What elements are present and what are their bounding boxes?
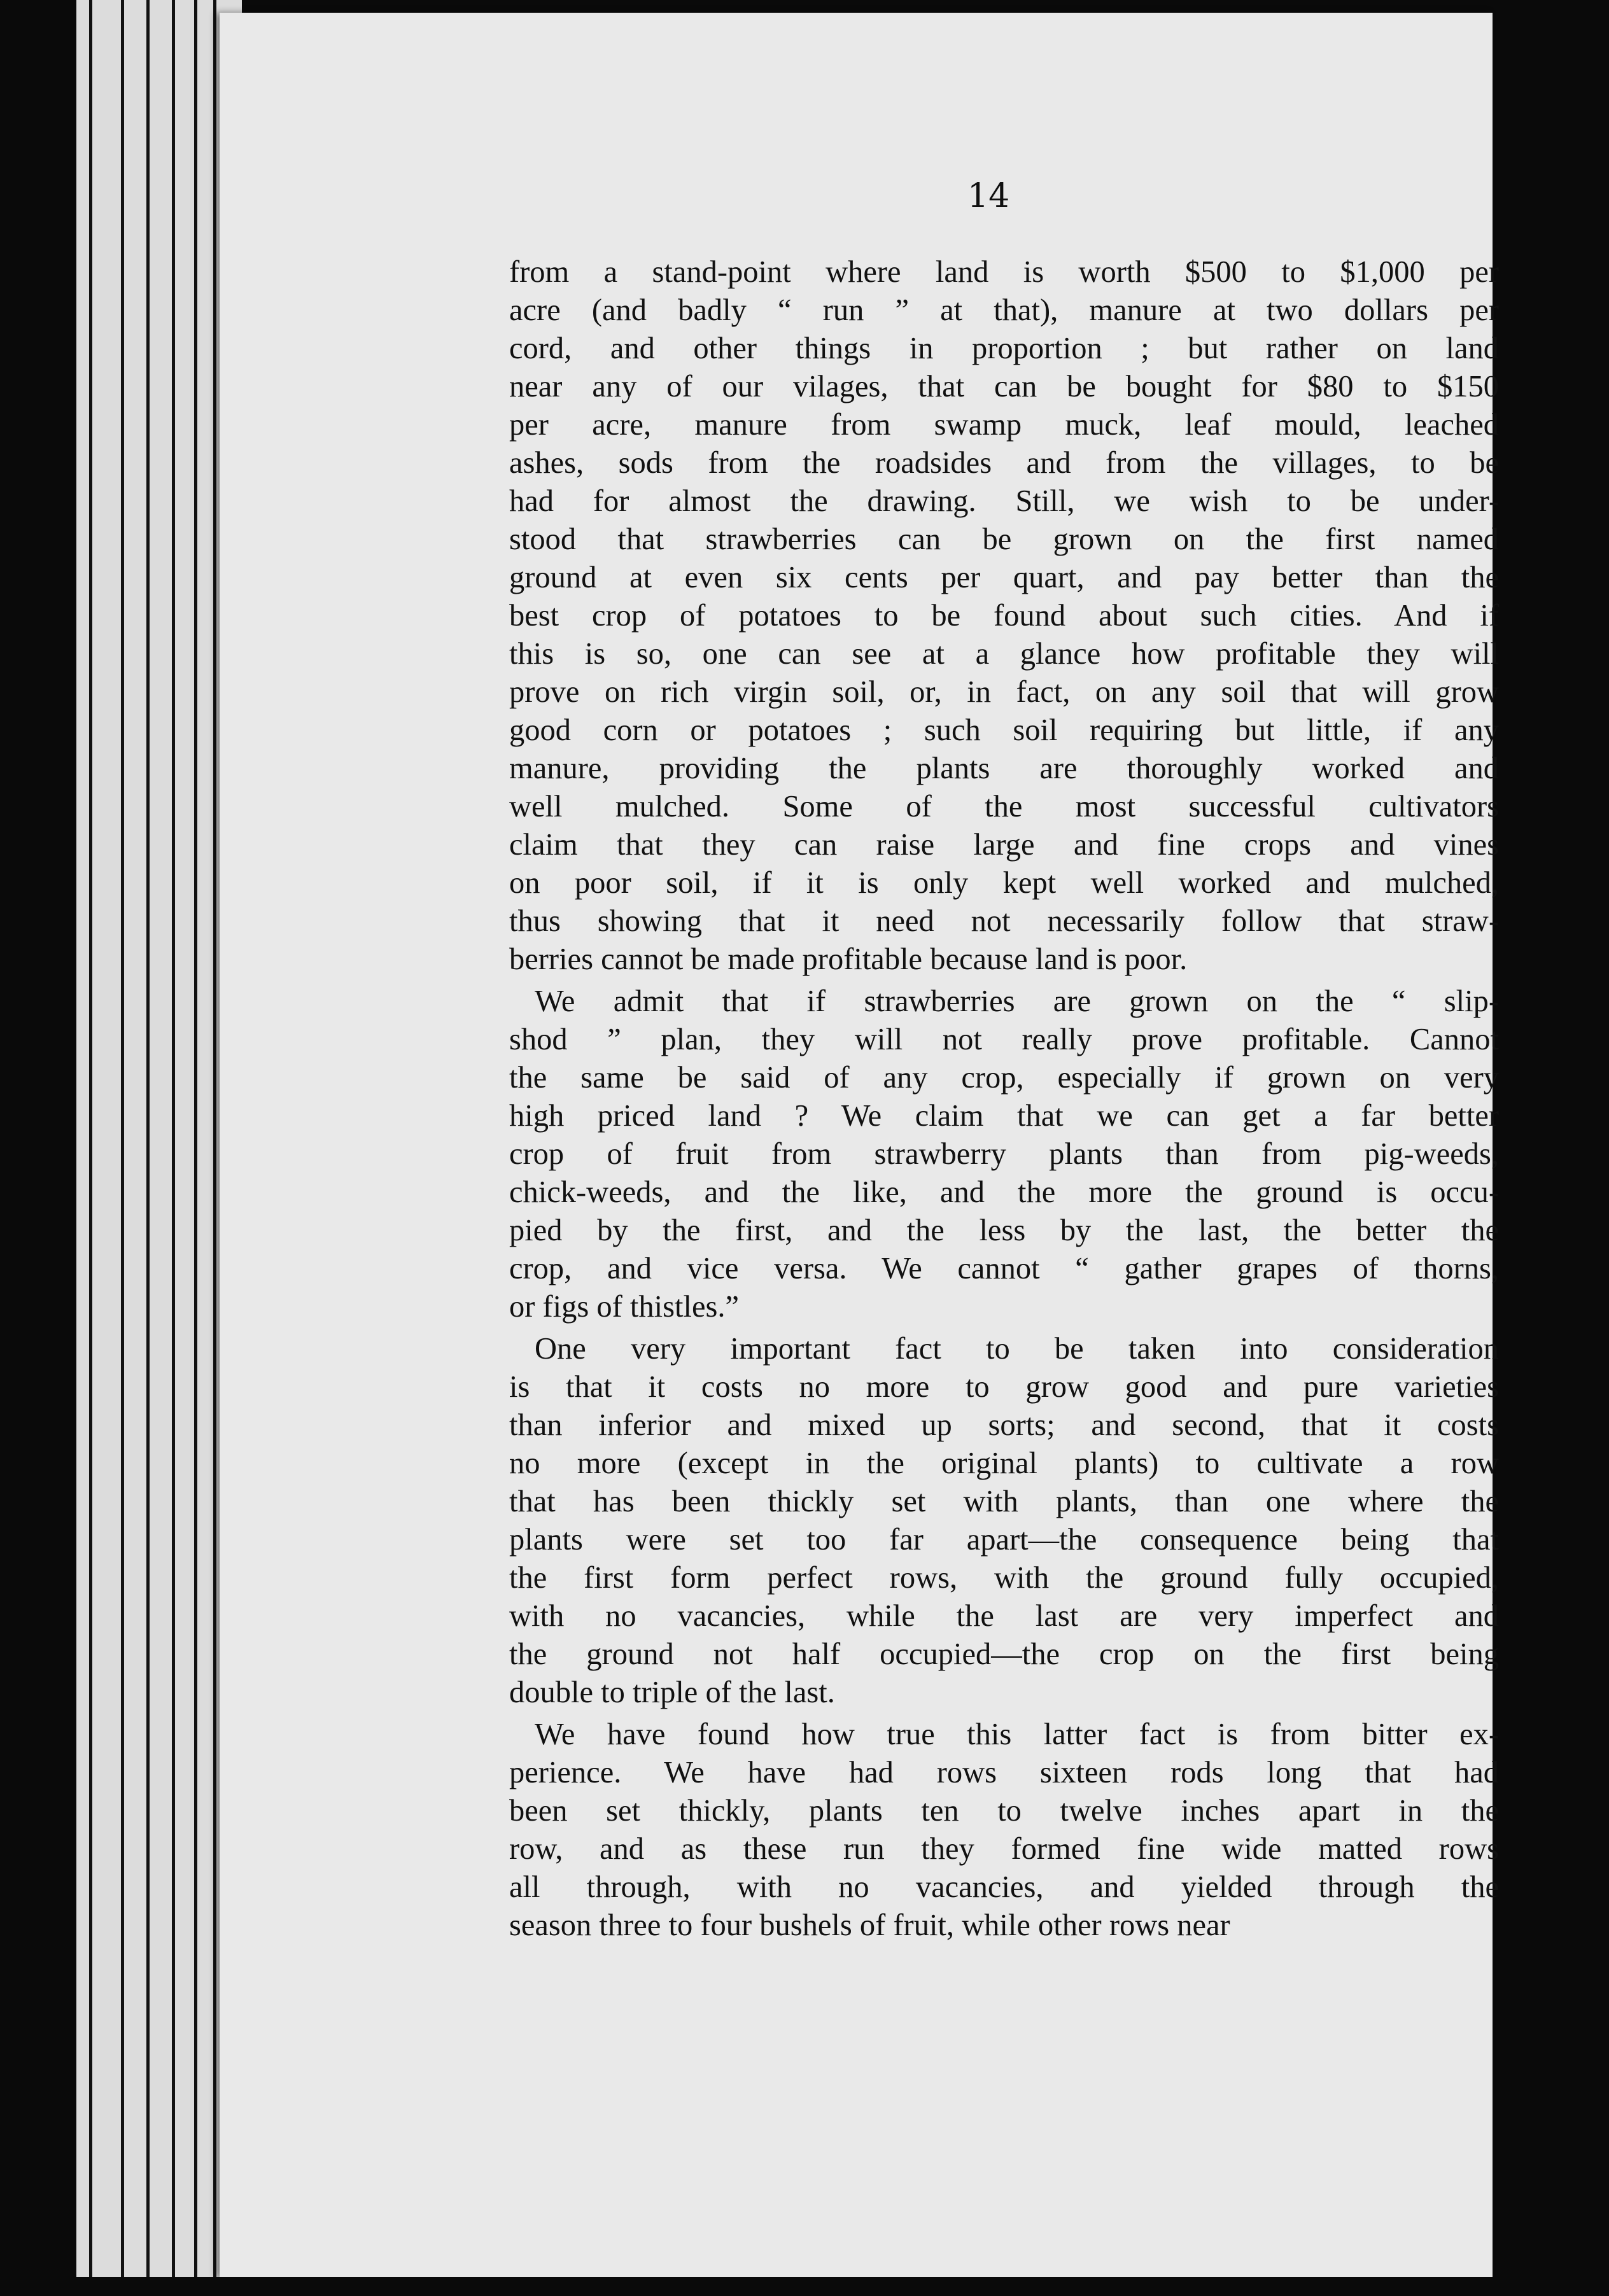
text-line: We have found how true this latter fact is from bitter ex- [535,1718,1499,1751]
text-line: acre (and badly “ run ” at that), manure at two dollars per [509,293,1499,327]
text-line: been set thickly, plants ten to twelve inches apart in the [509,1794,1499,1828]
text-line: good corn or potatoes ; such soil requiring but little, if any [509,713,1499,747]
text-line: chick-weeds, and the like, and the more the ground is occu- [509,1175,1499,1209]
text-line: the first form perfect rows, with the ground fully occupied, [509,1561,1499,1595]
text-line: shod ” plan, they will not really prove profitable. Cannot [509,1023,1499,1056]
text-line: well mulched. Some of the most successful cultivators [509,790,1499,823]
paragraph [509,253,1499,979]
text-line: row, and as these run they formed fine wide matted rows [509,1832,1499,1866]
text-line: ground at even six cents per quart, and pay better than the [509,561,1499,594]
text-line: this is so, one can see at a glance how profitable they will [509,637,1499,671]
text-line: plants were set too far apart—the consequence being that [509,1523,1499,1557]
text-line: on poor soil, if it is only kept well worked and mulched, [509,866,1499,900]
text-line: berries cannot be made profitable because land is poor. [509,942,1188,976]
text-line: crop, and vice versa. We cannot “ gather grapes of thorns, [509,1252,1499,1285]
text-line: prove on rich virgin soil, or, in fact, on any soil that will grow [509,675,1499,709]
page-edge-line [194,0,197,2296]
page-edge-line [213,0,216,2296]
text-line: per acre, manure from swamp muck, leaf mould, leached [509,408,1499,442]
text-line: had for almost the drawing. Still, we wish to be under- [509,484,1499,518]
text-line: season three to four bushels of fruit, while other rows near [509,1908,1230,1942]
text-line: no more (except in the original plants) to cultivate a row [509,1446,1499,1480]
text-line: stood that strawberries can be grown on the first named [509,522,1499,556]
text-line: double to triple of the last. [509,1676,835,1709]
text-line: all through, with no vacancies, and yielded through the [509,1870,1499,1904]
text-line: high priced land ? We claim that we can get a far better [509,1099,1499,1133]
stacked-page-edges [76,0,242,2296]
text-line: with no vacancies, while the last are very imperfect and [509,1599,1499,1633]
text-line: the same be said of any crop, especially if grown on very [509,1061,1499,1095]
scan-bottom-border [0,2277,1609,2296]
text-line: that has been thickly set with plants, than one where the [509,1485,1499,1518]
text-line: than inferior and mixed up sorts; and second, that it costs [509,1408,1499,1442]
text-line: near any of our vilages, that can be bought for $80 to $150 [509,370,1499,403]
text-line: is that it costs no more to grow good and pure varieties [509,1370,1499,1404]
text-line: perience. We have had rows sixteen rods long that had [509,1756,1499,1789]
text-line: cord, and other things in proportion ; but rather on land [509,332,1499,365]
text-line: from a stand-point where land is worth $500 to $1,000 per [509,255,1499,289]
body-text [509,253,1499,1945]
text-line: One very important fact to be taken into consideration [535,1332,1499,1366]
text-line: ashes, sods from the roadsides and from the villages, to be [509,446,1499,480]
text-line: or figs of thistles.” [509,1290,740,1324]
text-line: pied by the first, and the less by the last, the better the [509,1214,1499,1247]
paragraph [509,983,1499,1326]
page-edge-line [121,0,124,2296]
paragraph [509,1330,1499,1712]
text-line: manure, providing the plants are thoroughly worked and [509,752,1499,785]
text-line: claim that they can raise large and fine crops and vines [509,828,1499,862]
text-line: thus showing that it need not necessarily follow that straw- [509,904,1499,938]
page-edge-line [172,0,175,2296]
page-edge-line [146,0,150,2296]
text-line: the ground not half occupied—the crop on the first being [509,1637,1499,1671]
page-number: 14 [967,177,1010,215]
page-edge-line [89,0,92,2296]
text-line: best crop of potatoes to be found about such cities. And if [509,599,1499,633]
text-line: crop of fruit from strawberry plants than from pig-weeds, [509,1137,1499,1171]
paragraph [509,1716,1499,1945]
text-line: We admit that if strawberries are grown on the “ slip- [535,984,1499,1018]
